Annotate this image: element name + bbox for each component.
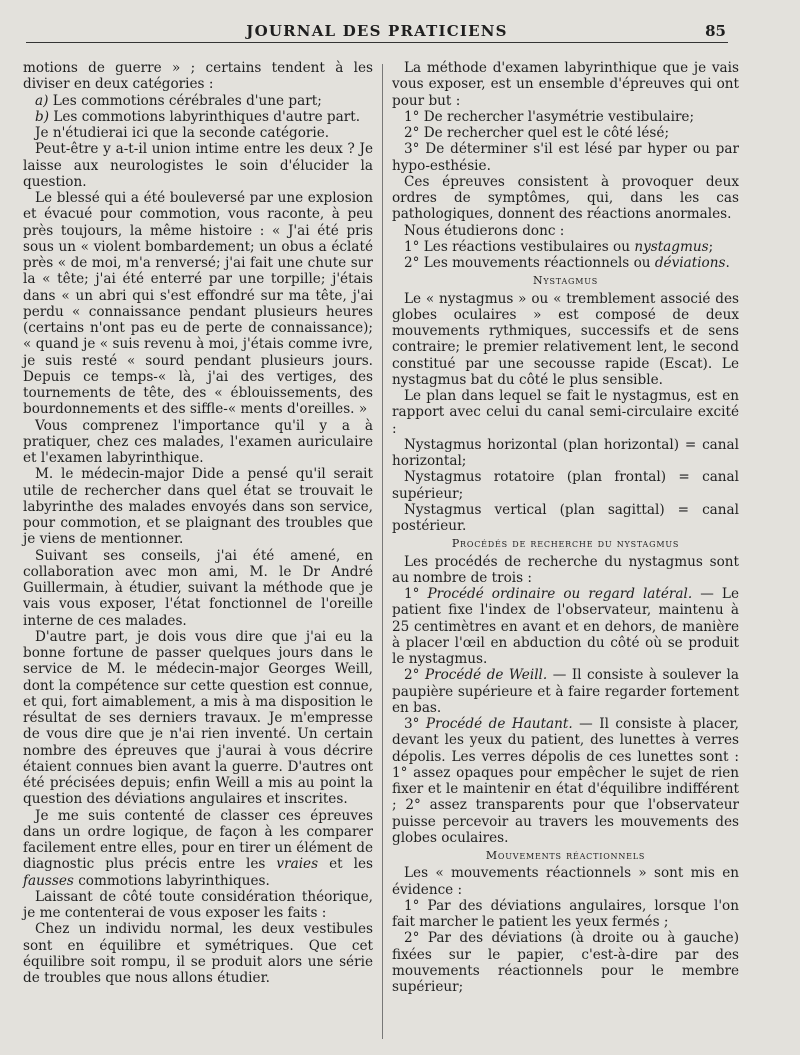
journal-title: JOURNAL DES PRATICIENS (246, 22, 508, 40)
list-item: Nystagmus vertical (plan sagittal) = canal postérieur. (392, 501, 739, 534)
paragraph: Chez un individu normal, les deux vestibules sont en équilibre et symétriques. Que cet équilibre soit rompu, il se produit alors une série de troubles que nous allons étudier. (23, 921, 373, 986)
italic-run: fausses (23, 872, 74, 889)
italic-run: vraies (276, 856, 319, 873)
list-text: Les commotions labyrinthiques d'autre part. (53, 108, 361, 125)
list-item: 2° Par des déviations (à droite ou à gauche) fixées sur le papier, c'est-à-dire par des mouvements réactionnels pour le membre supérieur; (392, 930, 739, 995)
paragraph: Peut-être y a-t-il union intime entre les deux ? Je laisse aux neurologistes le soin d'élucider la question. (23, 141, 373, 190)
list-item: 1° Par des déviations angulaires, lorsque l'on fait marcher le patient les yeux fermés ; (392, 897, 739, 930)
section-heading: Nystagmus (532, 274, 599, 288)
page-header (26, 18, 728, 43)
text-run: commotions labyrinthiques. (73, 872, 270, 889)
paragraph: motions de guerre » ; certains tendent à les diviser en deux catégories : (23, 60, 373, 93)
paragraph: Je n'étudierai ici que la seconde catégorie. (35, 125, 330, 141)
list-item (392, 586, 739, 667)
list-item: 3° De déterminer s'il est lésé par hyper ou par hypo-esthésie. (392, 141, 739, 174)
text-run: 1° Les réactions vestibulaires ou (404, 238, 635, 255)
left-column (23, 60, 373, 986)
paragraph: Le blessé qui a été bouleversé par une explosion et évacué pour commotion, vous raconte, à peu près toujours, la même histoire : « J'ai été pris sous un « violent bombardement; un obus a éclaté près « de moi, m'a renversé; j'ai fait une chute sur la « tête; j'ai été enterré par une torpille; j'étais dans « un abri qui s'est effondré sur ma tête, j'ai perdu « connaissance pendant plusieurs heures (certains n'ont pas eu de perte de connaissance); « quand je « suis revenu à moi, j'étais comme ivre, je suis resté « sourd pendant plusieurs jours. Depuis ce temps-« là, j'ai des vertiges, des tournements de tête, des « éblouissements, des bourdonnements et des siffle-« ments d'oreilles. » (23, 190, 373, 418)
list-marker: b) (35, 108, 54, 125)
paragraph: Suivant ses conseils, j'ai été amené, en collaboration avec mon ami, M. le Dr André Guillermain, à étudier, suivant la méthode que je vais vous exposer, l'état fonctionnel de l'oreille interne de ces malades. (23, 547, 373, 629)
text-run: 3° (404, 716, 426, 732)
text-run: — Il consiste à placer, devant les yeux du patient, des lunettes à verres dépolis. Les verres dépolis de ces lunettes sont : 1° assez opaques pour empêcher le sujet de rien fixer et le maintenir en état d'équilibre indifférent ; 2° assez transparents pour que l'observateur puisse percevoir au travers les mouvements des globes oculaires. (392, 716, 739, 846)
paragraph: Les procédés de recherche du nystagmus sont au nombre de trois : (392, 553, 739, 586)
section-heading: Procédés de recherche du nystagmus (451, 537, 680, 551)
text-run: et les (318, 856, 373, 873)
list-item (392, 239, 739, 255)
page-number: 85 (705, 22, 726, 40)
list-item (392, 716, 739, 846)
list-marker: a) (35, 92, 53, 109)
paragraph: Le « nystagmus » ou « tremblement associé des globes oculaires » est composé de deux mouvements rythmiques, successifs et de sens contraire; le premier relativement lent, le second constitué par une secousse rapide (Escat). Le nystagmus bat du côté le plus sensible. (392, 290, 739, 388)
column-divider (382, 64, 383, 1039)
italic-run: Procédé de Hautant. (425, 716, 573, 732)
paragraph: Laissant de côté toute considération théorique, je me contenterai de vous exposer les faits : (23, 888, 373, 921)
text-run: 1° (404, 586, 428, 602)
paragraph: Ces épreuves consistent à provoquer deux ordres de symptômes, qui, dans les cas pathologiques, donnent des réactions anormales. (392, 173, 739, 223)
paragraph: Nous étudierons donc : (404, 222, 565, 239)
list-text: Les commotions cérébrales d'une part; (52, 92, 322, 109)
paragraph: Le plan dans lequel se fait le nystagmus, est en rapport avec celui du canal semi-circulaire excité : (392, 388, 739, 437)
paragraph: Les « mouvements réactionnels » sont mis en évidence : (392, 865, 739, 898)
list-item (392, 255, 739, 271)
italic-run: Procédé ordinaire ou regard latéral. (427, 586, 693, 602)
paragraph: La méthode d'examen labyrinthique que je vais vous exposer, est un ensemble d'épreuves qui ont pour but : (392, 60, 739, 109)
text-run: ; (708, 238, 714, 255)
section-heading: Mouvements réactionnels (485, 849, 646, 862)
text-run: — Le patient fixe l'index de l'observateur, maintenu à 25 centimètres en avant et en dehors, de manière à placer l'œil en abduction du côté où se produit le nystagmus. (392, 586, 739, 667)
paragraph: Vous comprenez l'importance qu'il y a à pratiquer, chez ces malades, l'examen auriculaire et l'examen labyrinthique. (23, 417, 373, 466)
list-item: Nystagmus horizontal (plan horizontal) = canal horizontal; (392, 436, 739, 469)
list-item: Nystagmus rotatoire (plan frontal) = canal supérieur; (392, 469, 739, 502)
text-run: — Il consiste à soulever la paupière supérieure et à faire regarder fortement en bas. (392, 667, 739, 716)
paragraph: M. le médecin-major Dide a pensé qu'il serait utile de rechercher dans quel état se trouvait le labyrinthe des malades envoyés dans son service, pour commotion, et se plaignant des troubles que je viens de mentionner. (23, 466, 373, 548)
list-item: 2° De rechercher quel est le côté lésé; (404, 125, 670, 141)
italic-run: déviations (654, 255, 726, 271)
italic-run: nystagmus (634, 238, 709, 255)
text-run: . (725, 255, 730, 271)
text-run: 2° Les mouvements réactionnels ou (404, 255, 655, 271)
right-column (392, 60, 739, 995)
italic-run: Procédé de Weill. (424, 667, 548, 684)
list-item: 1° De rechercher l'asymétrie vestibulaire; (404, 108, 695, 125)
paragraph (23, 808, 373, 889)
list-item (392, 667, 739, 716)
text-run: 2° (404, 667, 425, 684)
list-item (23, 109, 373, 125)
text-run: Je me suis contenté de classer ces épreuves dans un ordre logique, de façon à les comparer facilement entre elles, pour en tirer un élément de diagnostic plus précis entre les (23, 807, 373, 873)
list-item (23, 93, 373, 109)
paragraph: D'autre part, je dois vous dire que j'ai eu la bonne fortune de passer quelques jours dans le service de M. le médecin-major Georges Weill, dont la compétence sur cette question est connue, et qui, fort aimablement, a mis à ma disposition le résultat de ses derniers travaux. Je m'empresse de vous dire que je n'ai rien inventé. Un certain nombre des épreuves que j'aurai à vous décrire étaient connues bien avant la guerre. D'autres ont été précisées depuis; enfin Weill a mis au point la question des déviations angulaires et inscrites. (23, 628, 373, 808)
